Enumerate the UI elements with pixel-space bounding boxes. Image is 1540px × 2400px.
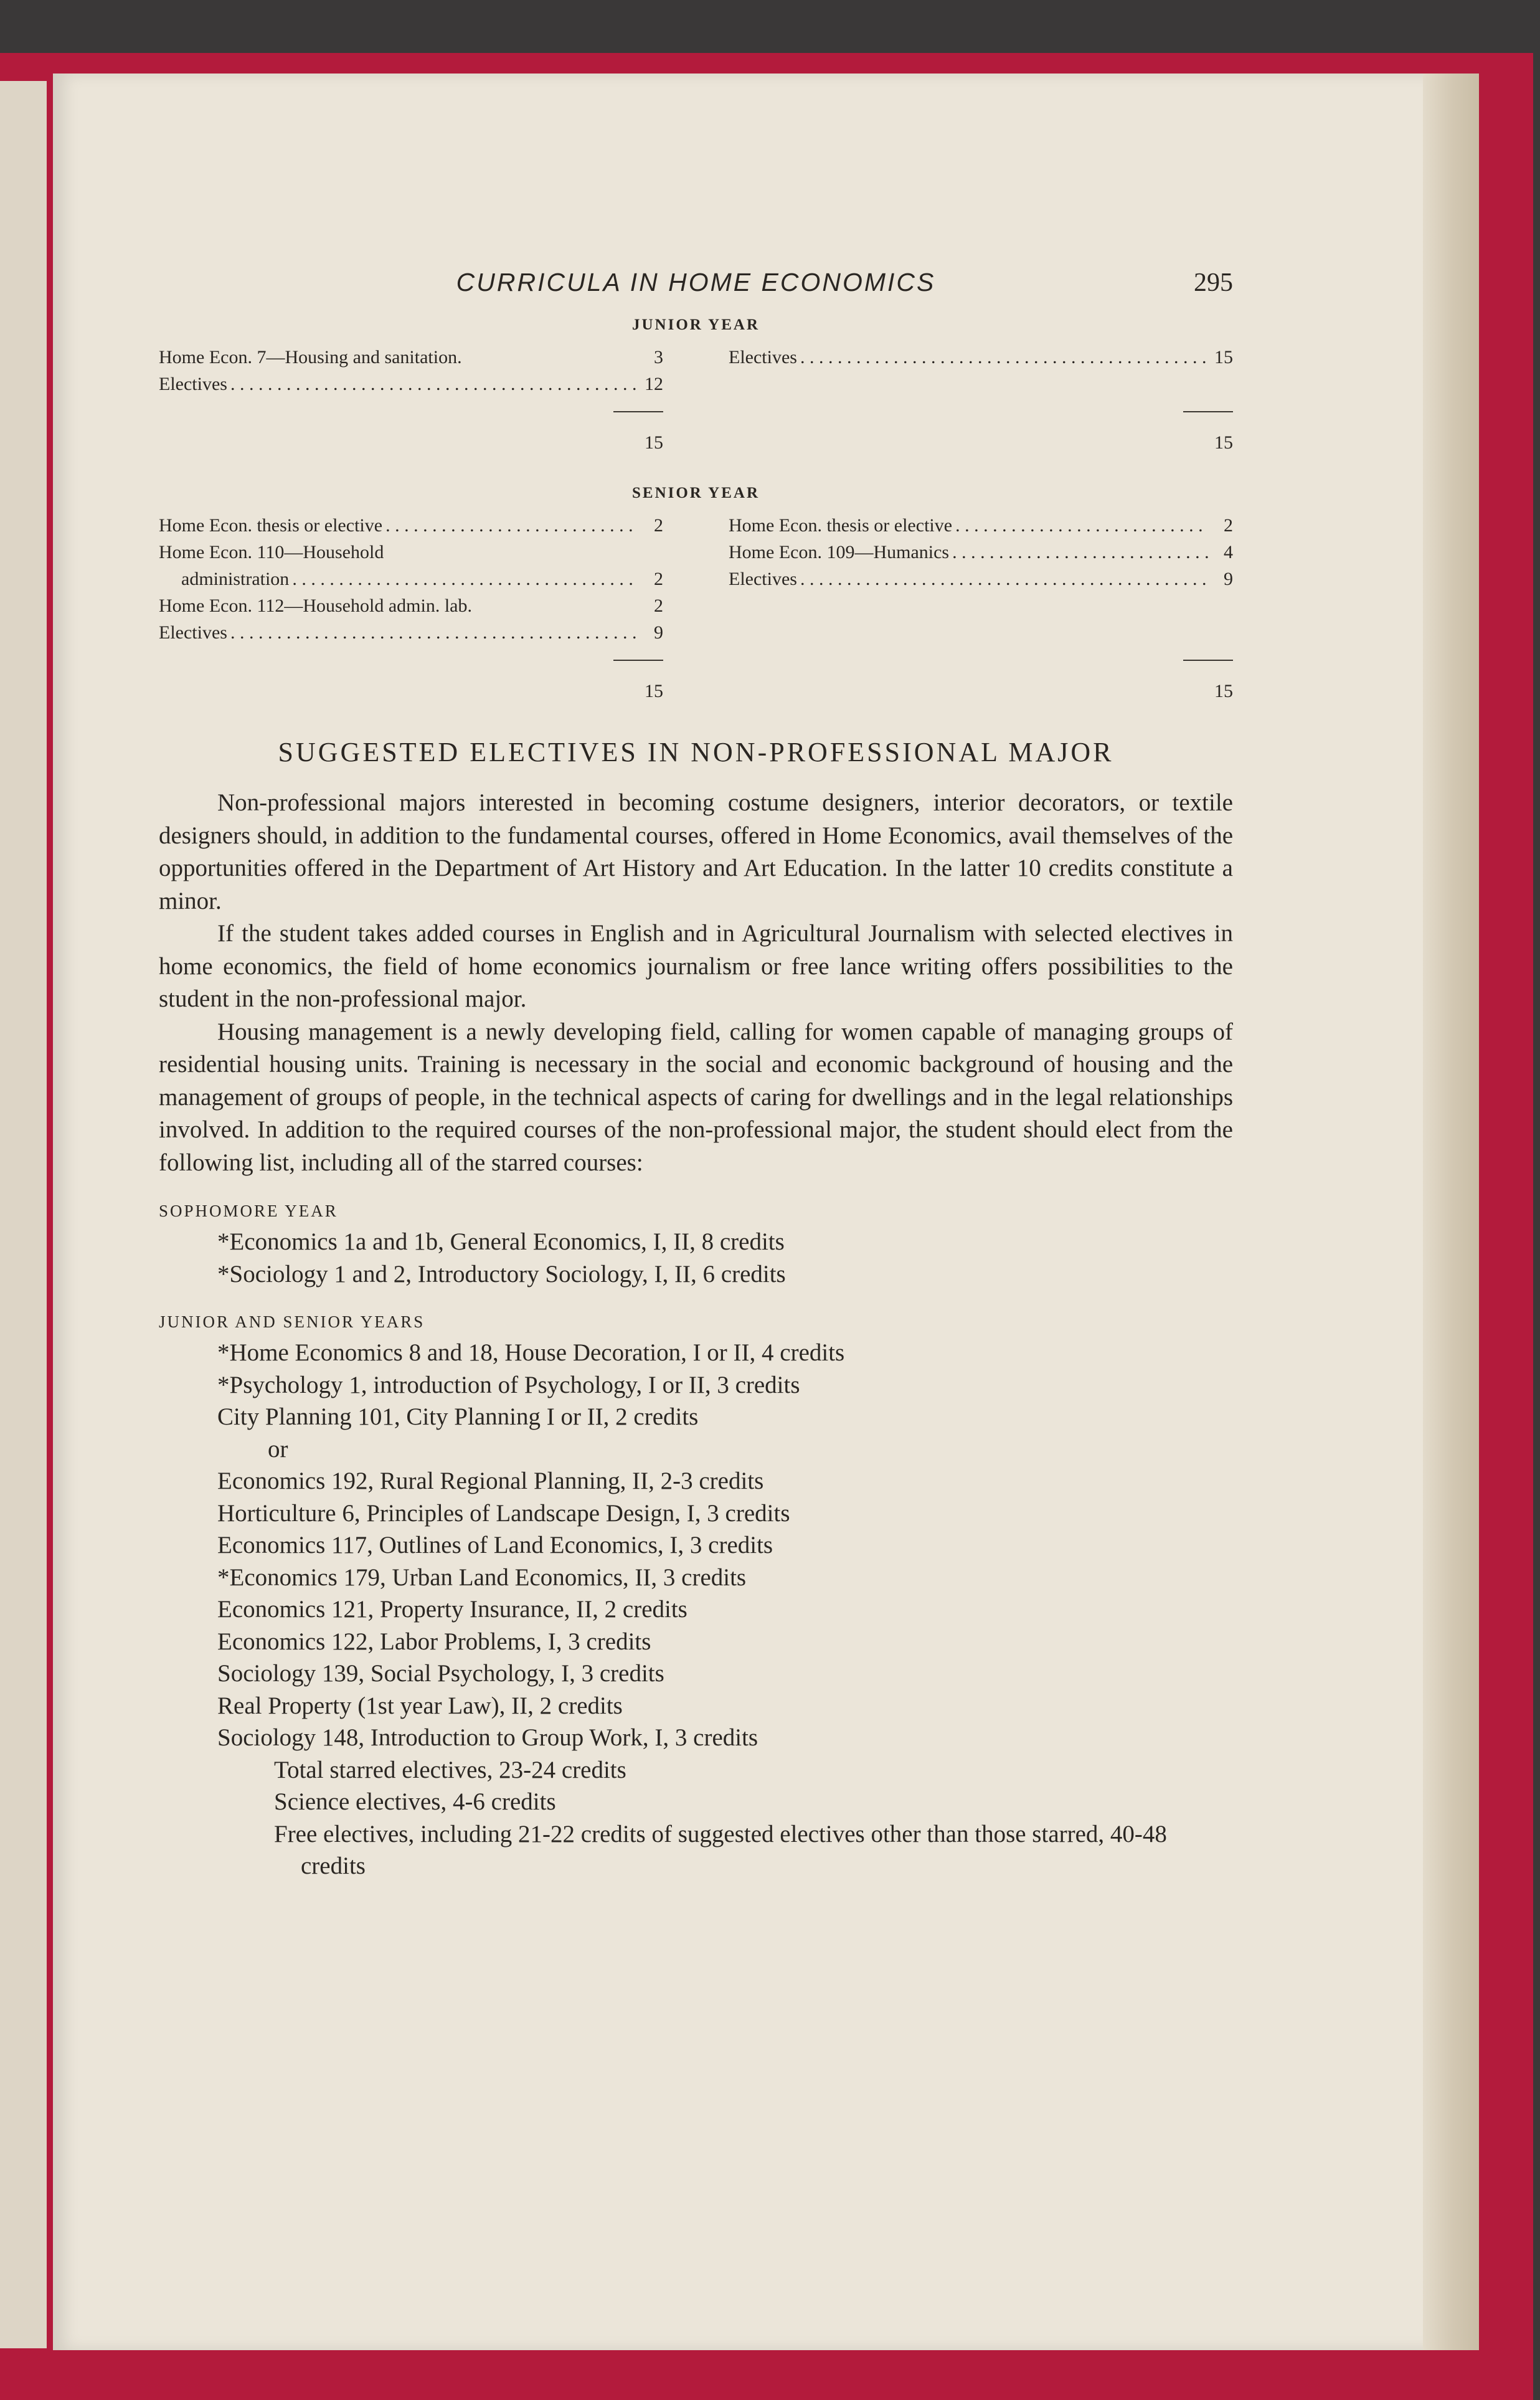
list-item: *Sociology 1 and 2, Introductory Sociology, I, II, 6 credits (217, 1260, 786, 1288)
paragraph: If the student takes added courses in English and in Agricultural Journalism with selected electives in home economics, the field of home economics journalism or free lance writing offers possibilities to the student in the non-professional major. (159, 920, 1233, 1012)
list-item: Real Property (1st year Law), II, 2 credits (217, 1692, 623, 1719)
table-row: Home Econ. thesis or elective . . . 2 (729, 512, 1233, 539)
section-title: SUGGESTED ELECTIVES IN NON-PROFESSIONAL MAJOR (278, 737, 1114, 767)
list-item: Horticulture 6, Principles of Landscape Design, I, 3 credits (217, 1499, 790, 1527)
total-row: 15 (729, 397, 1233, 453)
or-connector: or (268, 1435, 288, 1463)
list-item: Sociology 139, Social Psychology, I, 3 credits (217, 1660, 664, 1687)
junior-senior-years-heading: JUNIOR AND SENIOR YEARS (159, 1312, 425, 1331)
junior-senior-course-list (159, 1337, 1233, 1882)
page-content (159, 268, 1233, 1882)
running-head (159, 268, 1233, 311)
running-head-title: CURRICULA IN HOME ECONOMICS (456, 268, 936, 296)
paragraph: Housing management is a newly developing field, calling for women capable of managing groups of residential housing units. Training is necessary in the social and economic background of housing and the management of groups of people, in the technical aspects of caring for dwellings and in the legal relationships involved. In addition to the required courses of the non-professional major, the student should elect from the following list, including all of the starred courses: (159, 1018, 1233, 1176)
facing-page-edge (0, 81, 47, 2348)
table-row: Home Econ. 109—Humanics . . . 4 (729, 539, 1233, 566)
senior-year-heading: SENIOR YEAR (631, 485, 760, 501)
total-row: 15 (159, 397, 663, 453)
list-item: *Economics 1a and 1b, General Economics, I, II, 8 credits (217, 1228, 785, 1255)
science-electives: Science electives, 4-6 credits (274, 1788, 556, 1815)
table-row: Electives . . . 12 (159, 371, 663, 397)
total-row: 15 (159, 646, 663, 702)
senior-left-column (159, 512, 663, 702)
sophomore-year-heading: SOPHOMORE YEAR (159, 1202, 338, 1220)
list-item: Economics 117, Outlines of Land Economics, I, 3 credits (217, 1532, 773, 1558)
list-item: *Psychology 1, introduction of Psychology, I or II, 3 credits (217, 1371, 800, 1398)
senior-right-column (729, 512, 1233, 702)
free-electives: Free electives, including 21-22 credits of suggested electives other than those starred, 40-48 credits (274, 1820, 1167, 1879)
table-row: Electives . . . 15 (729, 344, 1233, 371)
junior-year-heading: JUNIOR YEAR (632, 316, 760, 333)
total-row: 15 (729, 646, 1233, 702)
junior-year-table (159, 344, 1233, 453)
list-item: Economics 121, Property Insurance, II, 2 credits (217, 1596, 687, 1623)
table-row: Home Econ. 110—Household (159, 542, 384, 562)
junior-right-column (729, 344, 1233, 453)
table-row: administration . . . 2 (159, 566, 663, 592)
page-number: 295 (1194, 268, 1233, 297)
table-row: Home Econ. 112—Household admin. lab. 2 (159, 595, 663, 616)
list-item: *Economics 179, Urban Land Economics, II, 3 credits (217, 1563, 747, 1591)
senior-year-table (159, 512, 1233, 702)
table-row: Electives . . . 9 (159, 619, 663, 646)
list-item: Economics 122, Labor Problems, I, 3 credits (217, 1628, 651, 1655)
list-item: City Planning 101, City Planning I or II, 2 credits (217, 1403, 699, 1430)
list-item: *Home Economics 8 and 18, House Decoration, I or II, 4 credits (217, 1339, 845, 1366)
total-starred-electives: Total starred electives, 23-24 credits (274, 1756, 626, 1783)
page-fore-edge (1423, 74, 1479, 2350)
junior-left-column (159, 344, 663, 453)
paragraph: Non-professional majors interested in becoming costume designers, interior decorators, or textile designers should, in addition to the fundamental courses, offered in Home Economics, avail themselves of the opportunities offered in the Department of Art History and Art Education. In the latter 10 credits constitute a minor. (159, 789, 1233, 914)
table-row: Home Econ. 7—Housing and sanitation. 3 (159, 347, 663, 368)
sophomore-course-list (159, 1226, 1233, 1290)
table-row: Electives . . . 9 (729, 566, 1233, 592)
list-item: Sociology 148, Introduction to Group Work, I, 3 credits (217, 1724, 758, 1751)
list-item: Economics 192, Rural Regional Planning, II, 2-3 credits (217, 1468, 764, 1494)
table-row: Home Econ. thesis or elective . . . 2 (159, 512, 663, 539)
